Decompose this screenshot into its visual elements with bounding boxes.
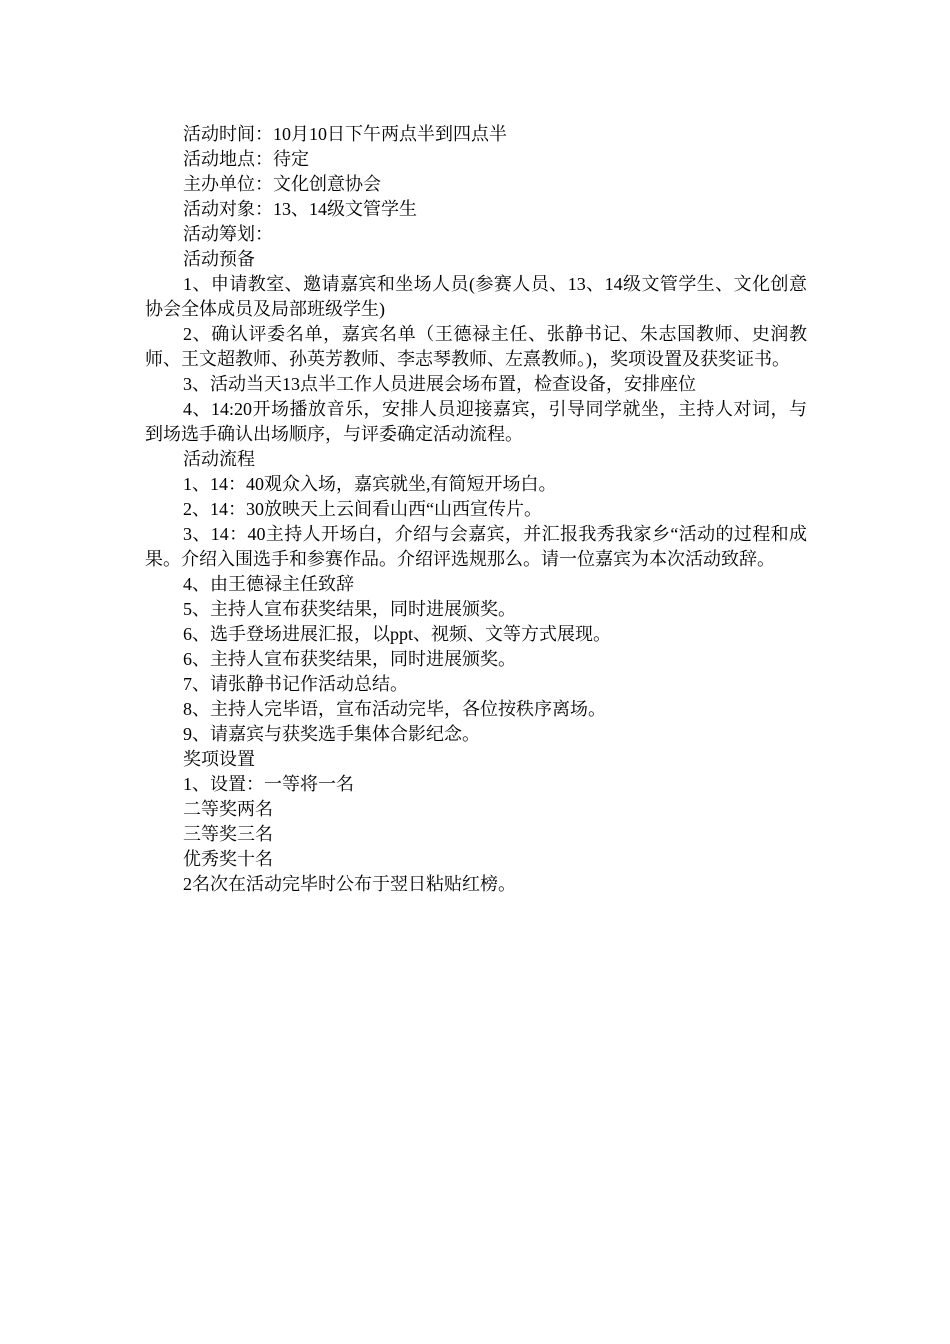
paragraph-flow-item-3: 3、14：40主持人开场白，介绍与会嘉宾，并汇报我秀我家乡“活动的过程和成果。介绍入围选手和参赛作品。介绍评选规那么。请一位嘉宾为本次活动致辞。: [145, 524, 807, 569]
paragraph-flow-item-5: 5、主持人宣布获奖结果，同时进展颁奖。: [183, 599, 516, 619]
paragraph-activity-time: 活动时间：10月10日下午两点半到四点半: [183, 124, 507, 144]
paragraph-awards-heading: 奖项设置: [183, 749, 255, 769]
paragraph-preparation-heading: 活动预备: [183, 249, 255, 269]
paragraph-organizer: 主办单位：文化创意协会: [183, 174, 381, 194]
paragraph-prep-item-3: 3、活动当天13点半工作人员进展会场布置，检查设备，安排座位: [183, 374, 696, 394]
paragraph-award-first: 1、设置：一等将一名: [183, 774, 354, 794]
paragraph-flow-item-2: 2、14：30放映天上云间看山西“山西宣传片。: [183, 499, 542, 519]
document-page: [145, 122, 807, 897]
paragraph-audience: 活动对象：13、14级文管学生: [183, 199, 417, 219]
paragraph-flow-item-6b: 6、主持人宣布获奖结果，同时进展颁奖。: [183, 649, 516, 669]
paragraph-planning-heading: 活动筹划：: [183, 224, 273, 244]
paragraph-flow-heading: 活动流程: [183, 449, 255, 469]
paragraph-award-second: 二等奖两名: [183, 799, 273, 819]
paragraph-flow-item-1: 1、14：40观众入场，嘉宾就坐,有简短开场白。: [183, 474, 557, 494]
paragraph-prep-item-4: 4、14:20开场播放音乐，安排人员迎接嘉宾，引导同学就坐，主持人对词，与到场选手确认出场顺序，与评委确定活动流程。: [145, 399, 807, 444]
paragraph-prep-item-1: 1、申请教室、邀请嘉宾和坐场人员(参赛人员、13、14级文管学生、文化创意协会全体成员及局部班级学生): [145, 274, 807, 319]
paragraph-activity-location: 活动地点：待定: [183, 149, 309, 169]
paragraph-award-excellence: 优秀奖十名: [183, 849, 273, 869]
paragraph-award-announcement: 2名次在活动完毕时公布于翌日粘贴红榜。: [183, 874, 516, 894]
paragraph-flow-item-7: 7、请张静书记作活动总结。: [183, 674, 408, 694]
paragraph-flow-item-4: 4、由王德禄主任致辞: [183, 574, 354, 594]
paragraph-flow-item-8: 8、主持人完毕语，宣布活动完毕，各位按秩序离场。: [183, 699, 606, 719]
paragraph-flow-item-6a: 6、选手登场进展汇报，以ppt、视频、文等方式展现。: [183, 624, 611, 644]
paragraph-prep-item-2: 2、确认评委名单，嘉宾名单（王德禄主任、张静书记、朱志国教师、史润教师、王文超教师、孙英芳教师、李志琴教师、左熹教师。)，奖项设置及获奖证书。: [145, 324, 807, 369]
paragraph-flow-item-9: 9、请嘉宾与获奖选手集体合影纪念。: [183, 724, 480, 744]
paragraph-award-third: 三等奖三名: [183, 824, 273, 844]
